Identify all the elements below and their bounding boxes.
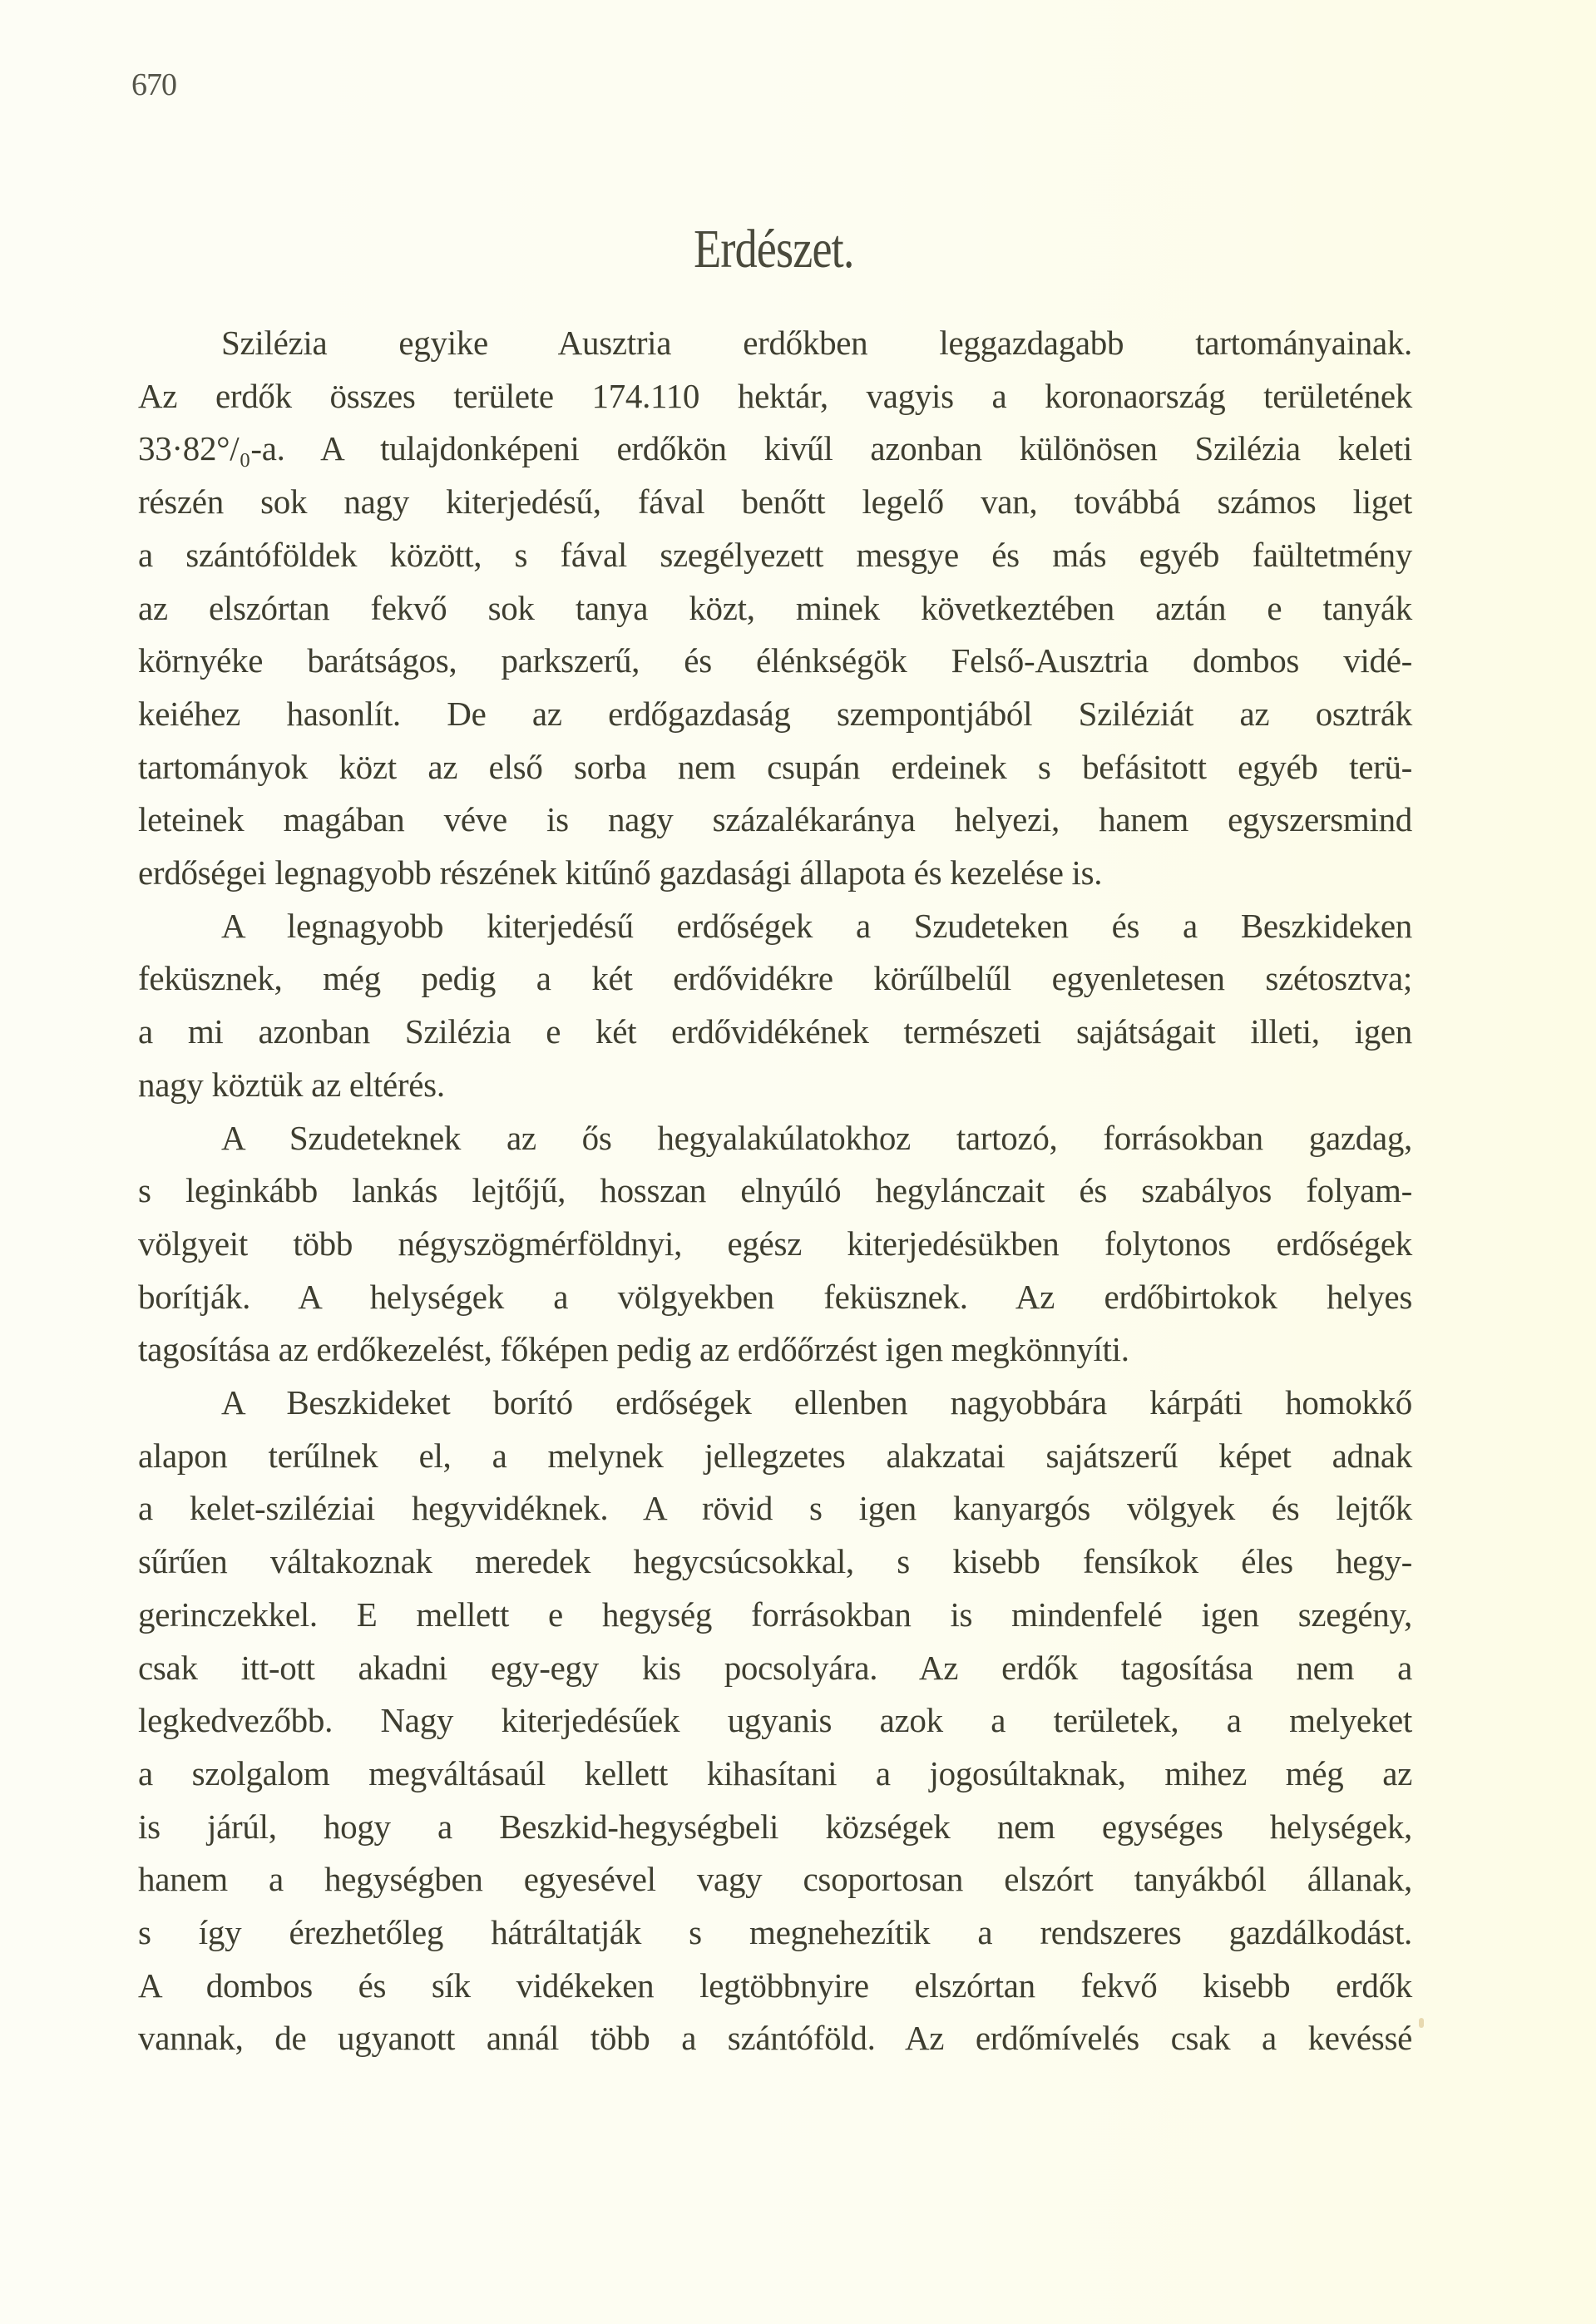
text-line: A dombos és sík vidékeken legtöbbnyire elszórtan fekvő kisebb erdők xyxy=(138,1966,1412,2005)
text-line: a kelet-sziléziai hegyvidéknek. A rövid s igen kanyargós völgyek és lejtők xyxy=(138,1489,1412,1528)
text-line: borítják. A helységek a völgyekben feküsznek. Az erdőbirtokok helyes xyxy=(138,1277,1412,1316)
text-line: vannak, de ugyanott annál több a szántóföld. Az erdőmívelés csak a kevéssé xyxy=(138,2019,1412,2058)
text-line: Az erdők összes területe 174.110 hektár, vagyis a koronaország területének xyxy=(138,376,1412,415)
text-line: részén sok nagy kiterjedésű, fával benőtt legelő van, továbbá számos liget xyxy=(138,482,1412,522)
text-line: sűrűen váltakoznak meredek hegycsúcsokkal, s kisebb fensíkok éles hegy- xyxy=(138,1542,1412,1581)
text-line: Szilézia egyike Ausztria erdőkben leggazdagabb tartományainak. xyxy=(221,324,1412,362)
text-line: az elszórtan fekvő sok tanya közt, minek következtében aztán e tanyák xyxy=(138,588,1412,627)
text-line: völgyeit több négyszögmérföldnyi, egész kiterjedésükben folytonos erdőségek xyxy=(138,1224,1412,1263)
text-line: a szolgalom megváltásaúl kellett kihasítani a jogosúltaknak, mihez még az xyxy=(138,1753,1412,1792)
text-line: A Beszkideket borító erdőségek ellenben nagyobbára kárpáti homokkő xyxy=(221,1383,1412,1422)
text-line: legkedvezőbb. Nagy kiterjedésűek ugyanis azok a területek, a melyeket xyxy=(138,1701,1412,1740)
chapter-title xyxy=(0,218,1547,281)
chapter-title-text: Erdészet. xyxy=(693,219,854,279)
text-line: s így érezhetőleg hátráltatják s megnehezítik a rendszeres gazdálkodást. xyxy=(138,1913,1412,1951)
text-line: gerinczekkel. E mellett e hegység forrásokban is mindenfelé igen szegény, xyxy=(138,1595,1412,1634)
text-line: alapon terűlnek el, a melynek jellegzetes alakzatai sajátszerű képet adnak xyxy=(138,1436,1412,1475)
text-line: erdőségei legnagyobb részének kitűnő gazdasági állapota és kezelése is. xyxy=(138,853,1103,892)
text-line: környéke barátságos, parkszerű, és élénkségök Felső-Ausztria dombos vidé- xyxy=(138,641,1412,680)
text-line: A legnagyobb kiterjedésű erdőségek a Szudeteken és a Beszkideken xyxy=(221,906,1412,945)
text-line: A Szudeteknek az ős hegyalakúlatokhoz tartozó, forrásokban gazdag, xyxy=(221,1118,1412,1157)
text-line: feküsznek, még pedig a két erdővidékre körűlbelűl egyenletesen szétosztva; xyxy=(138,959,1412,998)
text-line: hanem a hegységben egyesével vagy csoportosan elszórt tanyákból állanak, xyxy=(138,1860,1412,1899)
text-line: tagosítása az erdőkezelést, főképen pedig az erdőőrzést igen megkönnyíti. xyxy=(138,1330,1129,1369)
text-line: s leginkább lankás lejtőjű, hosszan elnyúló hegylánczait és szabályos folyam- xyxy=(138,1171,1412,1210)
text-line: keiéhez hasonlít. De az erdőgazdaság szempontjából Sziléziát az osztrák xyxy=(138,694,1412,733)
text-line: tartományok közt az első sorba nem csupán erdeinek s befásitott egyéb terü- xyxy=(138,747,1412,786)
text-line: a mi azonban Szilézia e két erdővidékének természeti sajátságait illeti, igen xyxy=(138,1012,1412,1051)
text-line: 33·82°/₀-a. A tulajdonképeni erdőkön kivűl azonban különösen Szilézia keleti xyxy=(138,429,1412,468)
text-line: csak itt-ott akadni egy-egy kis pocsolyára. Az erdők tagosítása nem a xyxy=(138,1648,1412,1687)
text-line: leteinek magában véve is nagy százalékaránya helyezi, hanem egyszersmind xyxy=(138,800,1412,839)
text-line: nagy köztük az eltérés. xyxy=(138,1065,445,1104)
text-line: is járúl, hogy a Beszkid-hegységbeli községek nem egységes helységek, xyxy=(138,1807,1412,1846)
paper-speck xyxy=(1419,2018,1424,2028)
text-line: a szántóföldek között, s fával szegélyezett mesgye és más egyéb faültetmény xyxy=(138,535,1412,574)
page-number: 670 xyxy=(131,67,176,102)
